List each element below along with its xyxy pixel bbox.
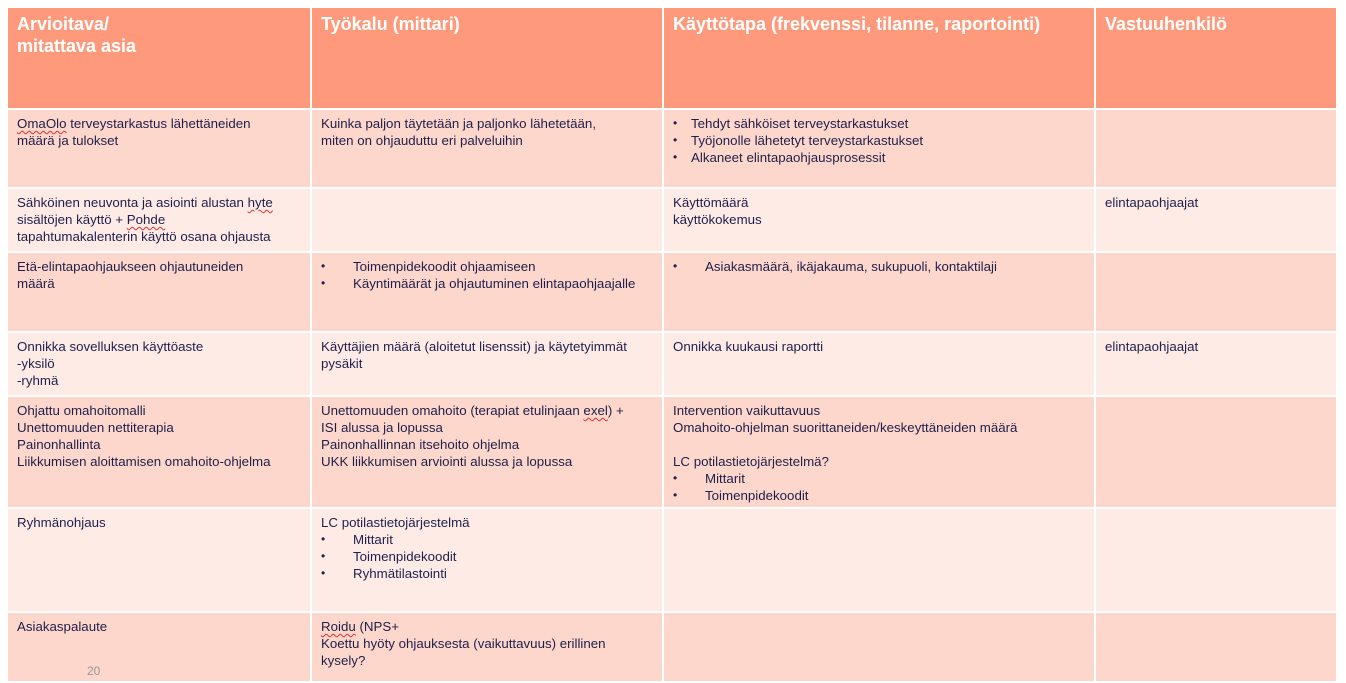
text-segment: ) + [607,403,624,418]
cell-text-line [17,338,301,355]
table-row [7,252,1337,332]
spellcheck-flagged-word: exel [583,403,608,418]
cell-assessed-item [7,396,311,508]
evaluation-table [6,6,1338,683]
cell-text-line [17,419,301,436]
cell-text-line [321,652,653,669]
bullet-text: Työjonolle lähetetyt terveystarkastukset [691,133,924,148]
text-segment: Onnikka kuukausi raportti [673,339,824,354]
bullet-text: Asiakasmäärä, ikäjakauma, sukupuoli, kontaktilaji [705,259,997,274]
cell-responsible [1095,508,1337,612]
cell-usage [663,252,1095,332]
header-label: Vastuuhenkilö [1105,14,1228,34]
cell-text-line [17,275,301,292]
bullet-text: Tehdyt sähköiset terveystarkastukset [691,116,909,131]
text-segment: elintapaohjaajat [1105,339,1199,354]
text-segment: kysely? [321,653,366,668]
bullet-item [321,548,653,565]
cell-tool [311,396,663,508]
cell-text-line [321,115,653,132]
bullet-dot-icon: • [673,150,678,164]
spellcheck-flagged-word: hyte [247,195,273,210]
bullet-dot-icon: • [321,532,326,546]
bullet-text: Mittarit [353,532,393,547]
cell-text-line [673,211,1085,228]
cell-text-line [17,402,301,419]
bullet-dot-icon: • [673,116,678,130]
cell-text-line [1105,338,1327,355]
cell-text-line [17,372,301,389]
bullet-dot-icon: • [321,276,326,290]
cell-text-line [673,453,1085,470]
bullet-text: Alkaneet elintapaohjausprosessit [691,150,886,165]
cell-responsible [1095,396,1337,508]
cell-text-line [17,618,301,635]
table-row [7,109,1337,188]
text-segment: Painonhallinnan itsehoito ohjelma [321,437,520,452]
bullet-list [673,115,1085,166]
bullet-list [321,258,653,292]
cell-responsible [1095,612,1337,682]
cell-tool [311,109,663,188]
bullet-item [673,115,1085,132]
table-header-row [7,7,1337,109]
cell-text-line [321,514,653,531]
spellcheck-flagged-word: OmaOlo [17,116,67,131]
bullet-dot-icon: • [673,259,678,273]
bullet-item [673,149,1085,166]
cell-usage [663,332,1095,396]
bullet-item [673,487,1085,504]
text-segment: -ryhmä [17,373,59,388]
cell-text-line [17,115,301,132]
cell-assessed-item [7,188,311,252]
text-segment: LC potilastietojärjestelmä? [673,454,829,469]
table-row [7,396,1337,508]
text-segment: käyttökokemus [673,212,762,227]
text-segment: Käyttäjien määrä (aloitetut lisenssit) ja käytetyimmät [321,339,627,354]
cell-text-line [17,514,301,531]
bullet-item [673,132,1085,149]
text-segment: määrä ja tulokset [17,133,119,148]
cell-tool [311,332,663,396]
cell-text-line [17,355,301,372]
cell-text-line [1105,194,1327,211]
bullet-text: Toimenpidekoodit ohjaamiseen [353,259,536,274]
text-segment: Painonhallinta [17,437,101,452]
cell-text-line [17,194,301,211]
header-label: Arvioitava/ mitattava asia [17,14,137,56]
cell-usage [663,188,1095,252]
text-segment: terveystarkastus lähettäneiden [66,116,251,131]
bullet-list [321,531,653,582]
cell-text-line [321,402,653,419]
cell-assessed-item [7,109,311,188]
table-row [7,508,1337,612]
cell-text-line [321,436,653,453]
cell-responsible [1095,109,1337,188]
text-segment: ISI alussa ja lopussa [321,420,443,435]
blank-line [673,436,1085,453]
table-row [7,612,1337,682]
bullet-item [321,565,653,582]
cell-text-line [673,194,1085,211]
spellcheck-flagged-word: Roidu [321,619,356,634]
cell-text-line [673,338,1085,355]
text-segment: Ohjattu omahoitomalli [17,403,146,418]
text-segment: (NPS+ [355,619,399,634]
cell-usage [663,109,1095,188]
text-segment: elintapaohjaajat [1105,195,1199,210]
cell-text-line [17,132,301,149]
header-label: Käyttötapa (frekvenssi, tilanne, raportointi) [673,14,1041,34]
bullet-dot-icon: • [673,488,678,502]
text-segment: miten on ohjauduttu eri palveluihin [321,133,523,148]
bullet-dot-icon: • [673,133,678,147]
cell-assessed-item [7,508,311,612]
cell-responsible [1095,332,1337,396]
text-segment: Käyttömäärä [673,195,749,210]
text-segment: Intervention vaikuttavuus [673,403,821,418]
text-segment: Omahoito-ohjelman suorittaneiden/keskeyttäneiden määrä [673,420,1018,435]
text-segment: määrä [17,276,55,291]
table-row [7,332,1337,396]
bullet-list [673,258,1085,275]
text-segment: Asiakaspalaute [17,619,108,634]
cell-text-line [321,419,653,436]
text-segment: sisältöjen käyttö + [17,212,127,227]
text-segment: Etä-elintapaohjaukseen ohjautuneiden [17,259,244,274]
header-responsible [1095,7,1337,109]
cell-assessed-item [7,612,311,682]
cell-text-line [17,436,301,453]
text-segment: pysäkit [321,356,363,371]
cell-text-line [17,228,301,245]
text-segment: -yksilö [17,356,55,371]
text-segment: Unettomuuden nettiterapia [17,420,174,435]
cell-tool [311,188,663,252]
bullet-item [321,531,653,548]
bullet-item [321,275,653,292]
cell-tool [311,508,663,612]
cell-usage [663,396,1095,508]
header-label: Työkalu (mittari) [321,14,460,34]
table-row [7,188,1337,252]
cell-text-line [321,453,653,470]
cell-tool [311,252,663,332]
text-segment: Sähköinen neuvonta ja asiointi alustan [17,195,248,210]
text-segment: Ryhmänohjaus [17,515,106,530]
bullet-text: Toimenpidekoodit [705,488,809,503]
bullet-text: Ryhmätilastointi [353,566,447,581]
bullet-dot-icon: • [321,566,326,580]
bullet-item [673,258,1085,275]
text-segment: LC potilastietojärjestelmä [321,515,470,530]
cell-tool [311,612,663,682]
spellcheck-flagged-word: Pohde [126,212,166,227]
bullet-dot-icon: • [673,471,678,485]
bullet-item [673,470,1085,487]
page-number: 20 [87,664,101,678]
text-segment: UKK liikkumisen arviointi alussa ja lopussa [321,454,573,469]
header-usage [663,7,1095,109]
bullet-dot-icon: • [321,549,326,563]
cell-usage [663,612,1095,682]
cell-text-line [321,132,653,149]
text-segment: Unettomuuden omahoito (terapiat etulinjaan [321,403,584,418]
cell-assessed-item [7,332,311,396]
cell-text-line [673,419,1085,436]
text-segment: Liikkumisen aloittamisen omahoito-ohjelma [17,454,271,469]
cell-text-line [17,211,301,228]
cell-text-line [17,453,301,470]
cell-responsible [1095,252,1337,332]
header-tool [311,7,663,109]
header-assessed-item [7,7,311,109]
bullet-item [321,258,653,275]
cell-text-line [321,635,653,652]
text-segment: Kuinka paljon täytetään ja paljonko lähetetään, [321,116,597,131]
cell-responsible [1095,188,1337,252]
cell-text-line [321,618,653,635]
cell-assessed-item [7,252,311,332]
cell-text-line [17,258,301,275]
text-segment: Koettu hyöty ohjauksesta (vaikuttavuus) erillinen [321,636,606,651]
bullet-text: Toimenpidekoodit [353,549,457,564]
bullet-list [673,470,1085,504]
cell-text-line [321,355,653,372]
bullet-text: Mittarit [705,471,745,486]
bullet-text: Käyntimäärät ja ohjautuminen elintapaohjaajalle [353,276,636,291]
cell-text-line [673,402,1085,419]
cell-usage [663,508,1095,612]
text-segment: Onnikka sovelluksen käyttöaste [17,339,204,354]
text-segment: tapahtumakalenterin käyttö osana ohjausta [17,229,271,244]
bullet-dot-icon: • [321,259,326,273]
cell-text-line [321,338,653,355]
evaluation-table-container [6,6,1336,683]
